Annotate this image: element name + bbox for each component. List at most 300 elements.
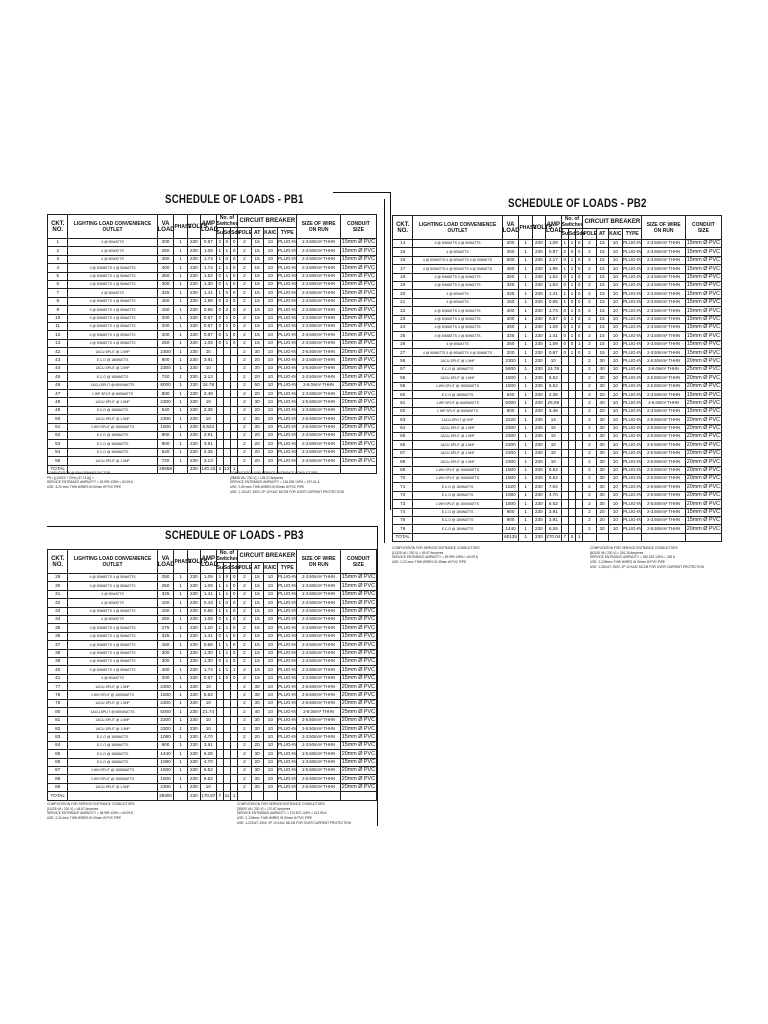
cell-phase: 1 xyxy=(519,248,532,256)
total-pole xyxy=(238,792,251,800)
cell-va: 1500 xyxy=(502,382,519,390)
cell-type: PLUG-IN xyxy=(278,331,297,339)
total-phase: 1 xyxy=(519,533,532,541)
cell-phase: 1 xyxy=(174,599,187,607)
cell-phase: 1 xyxy=(519,525,532,533)
cell-type: PLUG-IN xyxy=(278,306,297,314)
cell-pole: 2 xyxy=(238,708,251,716)
cell-outlet: 1ACU-SPLIT @ 1.5HP xyxy=(68,398,157,406)
header-su: Su xyxy=(216,563,223,574)
cell-pole: 2 xyxy=(238,590,251,598)
cell-su xyxy=(561,483,568,491)
cell-ckt: 68 xyxy=(393,458,413,466)
cell-wire: 2-3.50mm² THHN xyxy=(297,632,340,640)
cell-volts: 230 xyxy=(532,416,545,424)
cell-amp: 6.26 xyxy=(545,525,561,533)
cell-volts: 230 xyxy=(532,500,545,508)
cell-amp: 1.74 xyxy=(200,255,216,263)
cell-wire: 2-5.50mm² THHN xyxy=(297,691,340,699)
total-su: 4 xyxy=(216,465,223,473)
cell-outlet: 4 @ 50WATTS 4 @ 50WATTS xyxy=(68,339,157,347)
cell-ckt: 55 xyxy=(48,457,68,465)
cell-at: 15 xyxy=(251,264,263,272)
cell-at: 15 xyxy=(251,272,263,280)
cell-sds: 0 xyxy=(576,281,583,289)
cell-sd: 0 xyxy=(223,674,230,682)
cell-amp: 6.522 xyxy=(200,423,216,431)
cell-kaic: 10 xyxy=(263,381,277,389)
note-line: COMPUTATION @ 80% DEMAND FACTOR xyxy=(47,471,110,475)
cell-kaic: 10 xyxy=(263,390,277,398)
cell-ckt: 80 xyxy=(48,708,68,716)
header-outlet: LIGHTING LOAD CONVENIENCE OUTLET xyxy=(413,216,502,240)
cell-ckt: 74 xyxy=(393,508,413,516)
cell-conduit: 15mm Ø PVC xyxy=(341,306,375,313)
cell-ckt: 77 xyxy=(48,683,68,691)
table-row xyxy=(48,699,377,707)
cell-pole: 2 xyxy=(238,331,251,339)
cell-phase: 1 xyxy=(174,348,187,356)
cell-ckt: 45 xyxy=(48,373,68,381)
cell-type: PLUG-IN xyxy=(623,416,642,424)
cell-conduit: 20mm Ø PVC xyxy=(341,415,375,422)
total-wire xyxy=(297,792,340,800)
cell-su xyxy=(216,406,223,414)
cell-volts: 230 xyxy=(187,314,200,322)
table-row xyxy=(48,607,377,615)
cell-conduit: 20mm Ø PVC xyxy=(686,492,720,499)
cell-pole: 2 xyxy=(583,340,596,348)
table-row xyxy=(48,666,377,674)
cell-amp: 10 xyxy=(545,458,561,466)
cell-at: 15 xyxy=(596,340,608,348)
cell-sd: 0 xyxy=(223,239,230,247)
cell-conduit: 20mm Ø PVC xyxy=(686,441,720,448)
cell-conduit: 15mm Ø PVC xyxy=(341,457,375,464)
cell-sds xyxy=(231,708,238,716)
cell-at: 15 xyxy=(596,240,608,248)
cell-wire: 2-5.50mm² THHN xyxy=(297,423,340,431)
cell-at: 15 xyxy=(596,332,608,340)
cell-sds: 0 xyxy=(231,607,238,615)
table-row xyxy=(48,406,377,414)
cell-su xyxy=(216,356,223,364)
cell-type: PLUG-IN xyxy=(278,440,297,448)
cell-volts: 230 xyxy=(187,624,200,632)
cell-wire: 2-3.50mm² THHN xyxy=(297,607,340,615)
cell-volts: 230 xyxy=(187,725,200,733)
cell-volts: 230 xyxy=(187,348,200,356)
cell-va: 800 xyxy=(502,407,519,415)
cell-pole: 2 xyxy=(583,290,596,298)
cell-su xyxy=(561,399,568,407)
cell-su: 0 xyxy=(216,615,223,623)
cell-sd xyxy=(568,416,575,424)
table-row xyxy=(393,365,722,373)
cell-conduit: 20mm Ø PVC xyxy=(686,416,720,423)
cell-sds xyxy=(576,432,583,440)
cell-su xyxy=(561,474,568,482)
cell-type: PLUG-IN xyxy=(278,348,297,356)
cell-conduit: 15mm Ø PVC xyxy=(686,349,720,356)
cell-amp: 10 xyxy=(200,699,216,707)
cell-kaic: 10 xyxy=(608,374,622,382)
cell-kaic: 10 xyxy=(608,281,622,289)
cell-pole: 2 xyxy=(238,733,251,741)
cell-ckt: 8 xyxy=(48,297,68,305)
cell-phase: 1 xyxy=(519,315,532,323)
cell-sds xyxy=(231,750,238,758)
cell-outlet: 1ACU-SPLIT @ 6000WATTS xyxy=(68,708,157,716)
cell-at: 15 xyxy=(251,280,263,288)
cell-phase: 1 xyxy=(519,365,532,373)
cell-sd: 1 xyxy=(568,273,575,281)
cell-type: PLUG-IN xyxy=(278,339,297,347)
cell-wire: 2-5.50mm² THHN xyxy=(642,357,685,365)
cell-volts: 230 xyxy=(187,582,200,590)
cell-kaic: 10 xyxy=(263,280,277,288)
cell-sds xyxy=(231,390,238,398)
cell-phase: 1 xyxy=(174,699,187,707)
table-row xyxy=(48,599,377,607)
cell-wire: 2-3.50mm² THHN xyxy=(297,390,340,398)
cell-volts: 230 xyxy=(532,332,545,340)
total-su: 7 xyxy=(561,533,568,541)
cell-sd xyxy=(223,431,230,439)
cell-conduit: 20mm Ø PVC xyxy=(341,750,375,757)
cell-phase: 1 xyxy=(519,432,532,440)
cell-su: 0 xyxy=(216,657,223,665)
cell-phase: 1 xyxy=(174,423,187,431)
table-row xyxy=(393,491,722,499)
cell-su xyxy=(561,500,568,508)
cell-volts: 230 xyxy=(532,340,545,348)
cell-phase: 1 xyxy=(174,239,187,247)
cell-outlet: 4 @ 50WATTS 4 @ 50WATTS xyxy=(413,307,502,315)
cell-pole: 2 xyxy=(583,349,596,357)
cell-su xyxy=(561,407,568,415)
cell-amp: 10 xyxy=(200,783,216,791)
cell-va: 150 xyxy=(502,298,519,306)
table-row xyxy=(48,783,377,791)
cell-sds: 0 xyxy=(576,248,583,256)
cell-ckt: 51 xyxy=(48,423,68,431)
cell-sd: 1 xyxy=(223,247,230,255)
cell-phase: 1 xyxy=(174,590,187,598)
cell-at: 30 xyxy=(596,491,608,499)
cell-pole: 2 xyxy=(238,398,251,406)
header-outlet: LIGHTING LOAD CONVENIENCE OUTLET xyxy=(68,550,157,574)
cell-ckt: 13 xyxy=(48,339,68,347)
cell-at: 20 xyxy=(251,741,263,749)
cell-at: 15 xyxy=(596,298,608,306)
cell-amp: 7.04 xyxy=(545,483,561,491)
cell-sds: 0 xyxy=(231,582,238,590)
cell-ckt: 59 xyxy=(393,382,413,390)
cell-ckt: 64 xyxy=(393,424,413,432)
cell-kaic: 10 xyxy=(608,298,622,306)
cell-su xyxy=(216,415,223,423)
cell-pole: 2 xyxy=(238,431,251,439)
cell-wire: 2-5.50mm² THHN xyxy=(297,348,340,356)
cell-wire: 2-3.50mm² THHN xyxy=(297,356,340,364)
cell-outlet: E.C.O @ 180WATTS xyxy=(413,491,502,499)
cell-wire: 2-5.50mm² THHN xyxy=(297,398,340,406)
cell-at: 30 xyxy=(596,424,608,432)
cell-at: 30 xyxy=(596,374,608,382)
cell-sd xyxy=(223,691,230,699)
cell-pole: 2 xyxy=(583,432,596,440)
cell-volts: 230 xyxy=(532,323,545,331)
cell-phase: 1 xyxy=(174,289,187,297)
cell-wire: 2-8.0mm² THHN xyxy=(642,365,685,373)
cell-va: 200 xyxy=(502,349,519,357)
cell-amp: 2.35 xyxy=(200,406,216,414)
cell-type: PLUG-IN xyxy=(623,357,642,365)
cell-type: PLUG-IN xyxy=(623,273,642,281)
cell-outlet: 4 @ 50WATTS 4 @ 50WATTS 4 @ 50WATTS xyxy=(413,265,502,273)
cell-sd xyxy=(223,356,230,364)
cell-pole: 2 xyxy=(583,516,596,524)
cell-conduit: 25mm Ø PVC xyxy=(686,366,720,373)
table-row xyxy=(48,574,377,582)
cell-ckt: 33 xyxy=(48,607,68,615)
cell-pole: 2 xyxy=(238,641,251,649)
cell-su xyxy=(216,775,223,783)
cell-sd xyxy=(568,508,575,516)
cell-sd: 1 xyxy=(568,349,575,357)
cell-wire: 2-3.50mm² THHN xyxy=(297,331,340,339)
cell-kaic: 10 xyxy=(608,416,622,424)
cell-volts: 230 xyxy=(187,766,200,774)
table-row xyxy=(48,775,377,783)
cell-ckt: 56 xyxy=(393,357,413,365)
cell-outlet: 4 @ 50WATTS xyxy=(68,289,157,297)
cell-volts: 230 xyxy=(187,775,200,783)
cell-va: 275 xyxy=(157,624,174,632)
cell-at: 30 xyxy=(251,725,263,733)
cell-wire: 2-3.50mm² THHN xyxy=(297,674,340,682)
pb3-notes-left xyxy=(47,802,135,821)
cell-wire: 2-3.50mm² THHN xyxy=(642,508,685,516)
cell-ckt: 52 xyxy=(48,431,68,439)
cell-sds xyxy=(231,381,238,389)
cell-sd xyxy=(568,458,575,466)
cell-su: 1 xyxy=(216,255,223,263)
cell-wire: 2-5.50mm² THHN xyxy=(642,500,685,508)
cell-sds: 0 xyxy=(231,590,238,598)
cell-va: 300 xyxy=(157,280,174,288)
cell-volts: 230 xyxy=(187,423,200,431)
cell-amp: 1.63 xyxy=(545,281,561,289)
cell-volts: 230 xyxy=(532,458,545,466)
cell-wire: 2-3.50mm² THHN xyxy=(297,448,340,456)
cell-ckt: 18 xyxy=(393,273,413,281)
cell-sds: 0 xyxy=(231,297,238,305)
cell-conduit: 20mm Ø PVC xyxy=(686,467,720,474)
cell-type: PLUG-IN xyxy=(278,289,297,297)
cell-kaic: 10 xyxy=(263,356,277,364)
cell-sds xyxy=(231,691,238,699)
cell-pole: 2 xyxy=(238,440,251,448)
cell-su xyxy=(216,766,223,774)
cell-va: 500 xyxy=(502,256,519,264)
cell-ckt: 41 xyxy=(48,674,68,682)
cell-volts: 230 xyxy=(187,607,200,615)
cell-outlet: 1ACU-SPLIT @ 1.5HP xyxy=(413,458,502,466)
cell-kaic: 10 xyxy=(263,574,277,582)
cell-kaic: 10 xyxy=(263,708,277,716)
cell-at: 30 xyxy=(596,416,608,424)
pb3-table xyxy=(47,549,377,801)
table-row xyxy=(48,255,377,263)
cell-phase: 1 xyxy=(519,407,532,415)
cell-phase: 1 xyxy=(174,280,187,288)
cell-phase: 1 xyxy=(174,415,187,423)
table-row xyxy=(48,615,377,623)
cell-ckt: 61 xyxy=(393,399,413,407)
cell-amp: 0.65 xyxy=(200,607,216,615)
table-row xyxy=(48,339,377,347)
table-row xyxy=(393,256,722,264)
cell-ckt: 47 xyxy=(48,390,68,398)
cell-pole: 2 xyxy=(238,339,251,347)
cell-ckt: 21 xyxy=(393,298,413,306)
cell-outlet: 1 WP SPLIT @ 6000WATTS xyxy=(413,399,502,407)
cell-phase: 1 xyxy=(174,406,187,414)
cell-at: 20 xyxy=(251,373,263,381)
pb2-frame-left xyxy=(384,199,385,543)
cell-at: 40 xyxy=(596,365,608,373)
cell-pole: 2 xyxy=(238,423,251,431)
cell-su xyxy=(561,424,568,432)
cell-phase: 1 xyxy=(519,290,532,298)
cell-conduit: 15mm Ø PVC xyxy=(341,733,375,740)
cell-at: 20 xyxy=(251,758,263,766)
header-kaic: KAIC xyxy=(608,229,622,240)
cell-type: PLUG-IN xyxy=(623,491,642,499)
cell-amp: 6.52 xyxy=(545,374,561,382)
cell-su xyxy=(216,373,223,381)
cell-conduit: 20mm Ø PVC xyxy=(686,525,720,532)
pb2-table xyxy=(392,215,722,542)
table-row xyxy=(48,440,377,448)
cell-ckt: 15 xyxy=(393,248,413,256)
cell-wire: 2-5.50mm² THHN xyxy=(297,415,340,423)
cell-outlet: 1ACU-SPLIT @ 1.5HP xyxy=(68,716,157,724)
header-wire-size: SIZE OF WIRE ON RUN xyxy=(297,550,340,574)
cell-at: 15 xyxy=(596,349,608,357)
cell-sds xyxy=(231,398,238,406)
cell-phase: 1 xyxy=(174,457,187,465)
cell-volts: 230 xyxy=(532,273,545,281)
cell-su xyxy=(561,357,568,365)
total-conduit xyxy=(340,465,376,473)
cell-amp: 21.74 xyxy=(200,708,216,716)
cell-va: 3220 xyxy=(502,416,519,424)
cell-su: 1 xyxy=(561,298,568,306)
cell-su xyxy=(216,750,223,758)
cell-sds: 1 xyxy=(576,340,583,348)
cell-ckt: 20 xyxy=(393,290,413,298)
cell-wire: 2-5.50mm² THHN xyxy=(642,491,685,499)
cell-volts: 230 xyxy=(532,407,545,415)
cell-ckt: 39 xyxy=(48,657,68,665)
cell-wire: 2-3.50mm² THHN xyxy=(297,297,340,305)
table-row xyxy=(48,356,377,364)
cell-at: 30 xyxy=(251,783,263,791)
cell-pole: 2 xyxy=(238,322,251,330)
cell-amp: 1.74 xyxy=(200,666,216,674)
cell-at: 15 xyxy=(251,666,263,674)
cell-pole: 2 xyxy=(238,239,251,247)
cell-type: PLUG-IN xyxy=(278,649,297,657)
table-row xyxy=(48,708,377,716)
cell-sd xyxy=(568,525,575,533)
cell-wire: 2-3.50mm² THHN xyxy=(297,574,340,582)
cell-kaic: 10 xyxy=(263,758,277,766)
cell-phase: 1 xyxy=(519,516,532,524)
cell-wire: 2-3.50mm² THHN xyxy=(642,290,685,298)
cell-type: PLUG-IN xyxy=(278,632,297,640)
cell-pole: 2 xyxy=(238,297,251,305)
cell-conduit: 15mm Ø PVC xyxy=(686,341,720,348)
total-volts: 230 xyxy=(187,792,200,800)
cell-pole: 2 xyxy=(583,315,596,323)
cell-va: 2300 xyxy=(502,441,519,449)
cell-amp: 0.87 xyxy=(545,349,561,357)
cell-kaic: 10 xyxy=(608,382,622,390)
total-conduit xyxy=(685,533,721,541)
cell-outlet: 1 WH SPLIT @ 1500WATTS xyxy=(413,466,502,474)
cell-amp: 1.09 xyxy=(200,247,216,255)
cell-sds: 0 xyxy=(231,615,238,623)
cell-wire: 2-5.50mm² THHN xyxy=(297,683,340,691)
cell-va: 1500 xyxy=(157,775,174,783)
cell-kaic: 10 xyxy=(263,691,277,699)
cell-wire: 2-8.0mm² THHN xyxy=(297,381,340,389)
cell-kaic: 10 xyxy=(263,733,277,741)
cell-sds: 0 xyxy=(231,331,238,339)
cell-type: PLUG-IN xyxy=(623,500,642,508)
header-circuit-breaker: CIRCUIT BREAKER xyxy=(238,215,297,228)
cell-sds xyxy=(576,416,583,424)
cell-sds xyxy=(576,483,583,491)
cell-pole: 2 xyxy=(238,741,251,749)
cell-conduit: 20mm Ø PVC xyxy=(686,483,720,490)
cell-volts: 230 xyxy=(187,657,200,665)
cell-pole: 2 xyxy=(583,365,596,373)
cell-va: 200 xyxy=(502,248,519,256)
cell-volts: 230 xyxy=(532,483,545,491)
cell-sd xyxy=(568,474,575,482)
cell-outlet: 4 @ 50WATTS 4 @ 50WATTS xyxy=(68,574,157,582)
cell-ckt: 7 xyxy=(48,289,68,297)
cell-phase: 1 xyxy=(519,265,532,273)
cell-volts: 230 xyxy=(187,289,200,297)
note-line: SERVICE ENTRANCE AMPACITY = 49.999 125% = 62.09 A xyxy=(392,555,478,560)
cell-su xyxy=(561,525,568,533)
cell-kaic: 10 xyxy=(263,599,277,607)
cell-su xyxy=(216,457,223,465)
cell-va: 250 xyxy=(502,323,519,331)
cell-va: 200 xyxy=(157,239,174,247)
header-pole: POLE xyxy=(238,228,251,239)
cell-outlet: E.C.O @ 180WATTS xyxy=(413,483,502,491)
cell-pole: 2 xyxy=(238,289,251,297)
cell-volts: 230 xyxy=(187,758,200,766)
cell-su: 0 xyxy=(561,256,568,264)
